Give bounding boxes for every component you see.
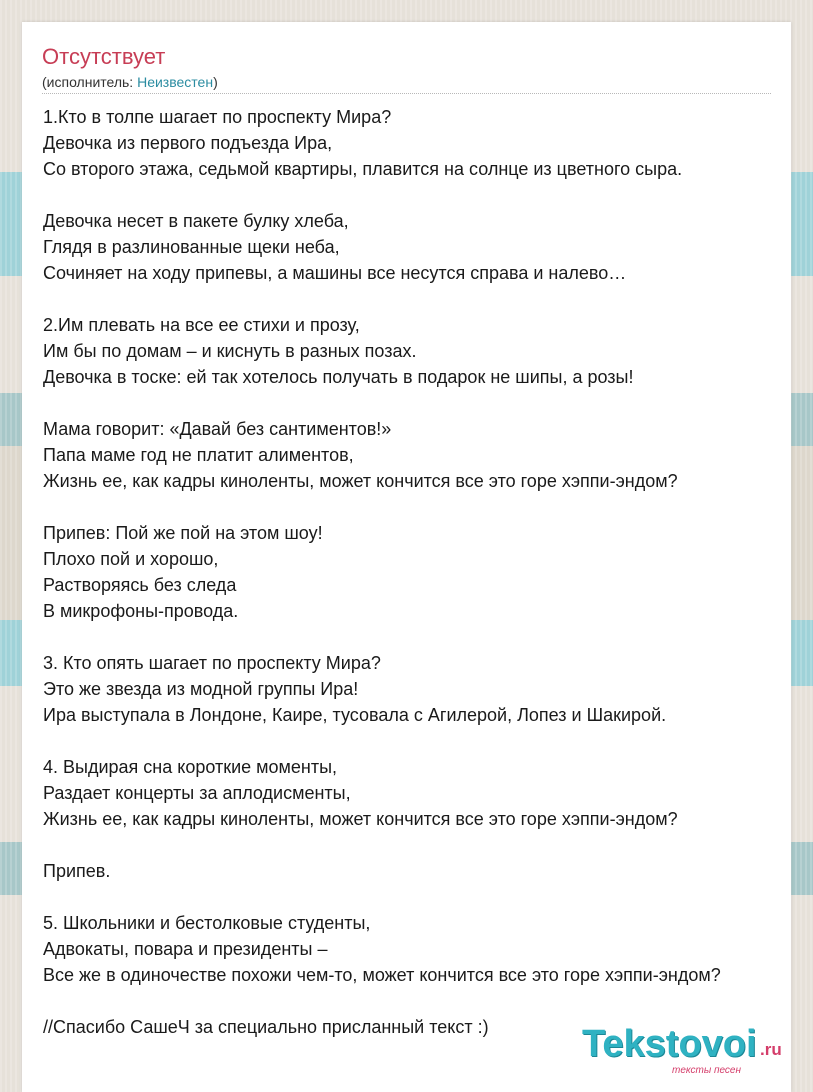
lyrics-line: 2.Им плевать на все ее стихи и прозу, <box>43 315 360 335</box>
tekstovoi-logo[interactable] <box>582 1022 792 1082</box>
lyrics-line: Припев: Пой же пой на этом шоу! <box>43 523 323 543</box>
lyrics-line: Со второго этажа, седьмой квартиры, плавится на солнце из цветного сыра. <box>43 159 683 179</box>
lyrics-blank-line <box>43 494 813 520</box>
title-divider <box>42 93 771 94</box>
logo-tagline: тексты песен <box>672 1065 741 1076</box>
lyrics-text <box>43 104 813 1040</box>
performer-line <box>42 73 218 91</box>
lyrics-line: Мама говорит: «Давай без сантиментов!» <box>43 419 392 439</box>
lyrics-blank-line <box>43 832 813 858</box>
lyrics-line: Растворяясь без следа <box>43 575 237 595</box>
lyrics-line: 5. Школьники и бестолковые студенты, <box>43 913 371 933</box>
lyrics-line: Адвокаты, повара и президенты – <box>43 939 328 959</box>
lyrics-blank-line <box>43 286 813 312</box>
lyrics-blank-line <box>43 390 813 416</box>
lyrics-line: Папа маме год не платит алиментов, <box>43 445 354 465</box>
lyrics-blank-line <box>43 624 813 650</box>
lyrics-card <box>22 22 791 1092</box>
lyrics-line: 4. Выдирая сна короткие моменты, <box>43 757 338 777</box>
lyrics-line: 1.Кто в толпе шагает по проспекту Мира? <box>43 107 392 127</box>
lyrics-line: Припев. <box>43 861 111 881</box>
lyrics-line: Плохо пой и хорошо, <box>43 549 219 569</box>
lyrics-line: Раздает концерты за аплодисменты, <box>43 783 351 803</box>
lyrics-line: Жизнь ее, как кадры киноленты, может кончится все это горе хэппи-эндом? <box>43 471 678 491</box>
lyrics-line: 3. Кто опять шагает по проспекту Мира? <box>43 653 381 673</box>
lyrics-blank-line <box>43 182 813 208</box>
lyrics-line: Девочка из первого подъезда Ира, <box>43 133 333 153</box>
lyrics-line: Девочка несет в пакете булку хлеба, <box>43 211 349 231</box>
lyrics-line: Ира выступала в Лондоне, Каире, тусовала с Агилерой, Лопез и Шакирой. <box>43 705 667 725</box>
performer-prefix: (исполнитель: <box>42 74 138 90</box>
lyrics-blank-line <box>43 728 813 754</box>
performer-link[interactable]: Неизвестен <box>137 74 214 90</box>
song-title: Отсутствует <box>42 44 166 69</box>
lyrics-line: Жизнь ее, как кадры киноленты, может кончится все это горе хэппи-эндом? <box>43 809 678 829</box>
logo-domain: .ru <box>760 1040 782 1059</box>
logo-name: Tekstovoi <box>582 1023 757 1065</box>
lyrics-line: Глядя в разлинованные щеки неба, <box>43 237 340 257</box>
lyrics-line: Сочиняет на ходу припевы, а машины все несутся справа и налево… <box>43 263 627 283</box>
lyrics-line: Девочка в тоске: ей так хотелось получать в подарок не шипы, а розы! <box>43 367 634 387</box>
lyrics-line: В микрофоны-провода. <box>43 601 239 621</box>
lyrics-line: //Спасибо СашеЧ за специально присланный текст :) <box>43 1017 489 1037</box>
lyrics-line: Им бы по домам – и киснуть в разных позах. <box>43 341 417 361</box>
lyrics-blank-line <box>43 988 813 1014</box>
lyrics-line: Это же звезда из модной группы Ира! <box>43 679 359 699</box>
lyrics-line: Все же в одиночестве похожи чем-то, может кончится все это горе хэппи-эндом? <box>43 965 721 985</box>
performer-suffix: ) <box>213 74 218 90</box>
lyrics-blank-line <box>43 884 813 910</box>
